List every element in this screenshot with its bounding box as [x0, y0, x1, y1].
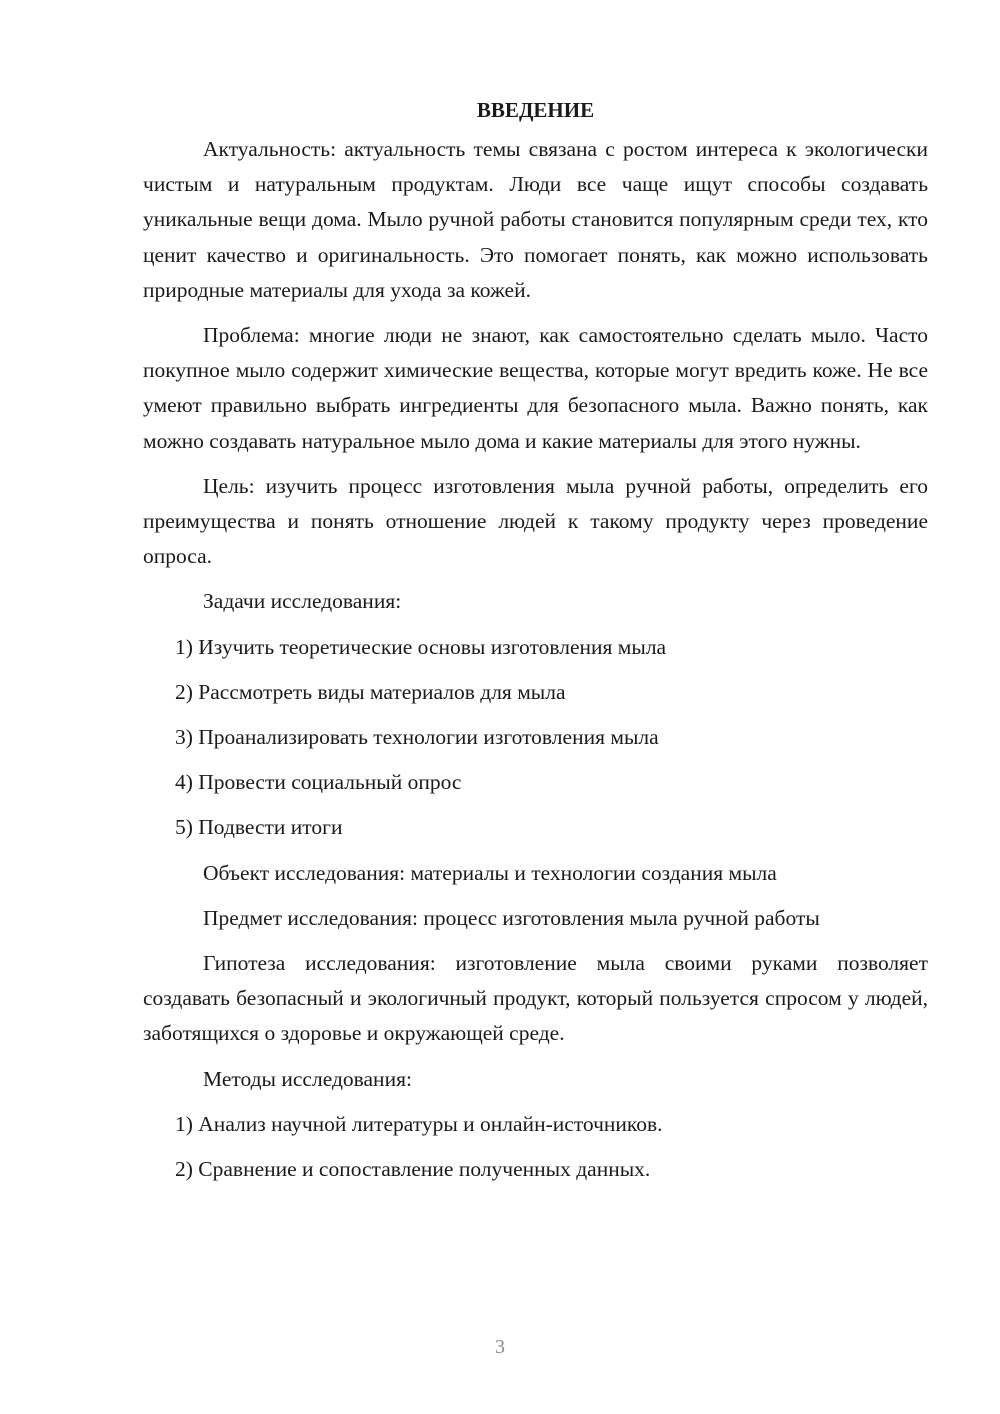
problem-paragraph: Проблема: многие люди не знают, как самостоятельно сделать мыло. Часто покупное мыло содержит химические вещества, которые могут вредить коже. Не все умеют правильно выбрать ингредиенты для безопасного мыла. Важно понять, как можно создавать натуральное мыло дома и какие материалы для этого нужны.	[143, 323, 928, 453]
hypothesis-paragraph: Гипотеза исследования: изготовление мыла своими руками позволяет создавать безопасный и экологичный продукт, который пользуется спросом у людей, заботящихся о здоровье и окружающей среде.	[143, 951, 928, 1046]
method-item: 1) Анализ научной литературы и онлайн-источников.	[175, 1111, 663, 1136]
tasks-heading: Задачи исследования:	[203, 589, 402, 614]
relevance-paragraph: Актуальность: актуальность темы связана с ростом интереса к экологически чистым и натуральным продуктам. Люди все чаще ищут способы создавать уникальные вещи дома. Мыло ручной работы становится популярным среди тех, кто ценит качество и оригинальность. Это помогает понять, как можно использовать природные материалы для ухода за кожей.	[143, 137, 928, 302]
page-title: ВВЕДЕНИЕ	[476, 98, 595, 122]
task-item: 5) Подвести итоги	[175, 815, 343, 840]
document-page	[143, 92, 928, 1197]
object-line: Объект исследования: материалы и технологии создания мыла	[203, 860, 777, 885]
task-item: 3) Проанализировать технологии изготовления мыла	[175, 725, 659, 750]
page-number: 3	[495, 1336, 505, 1358]
task-item: 1) Изучить теоретические основы изготовления мыла	[175, 634, 667, 659]
method-item: 2) Сравнение и сопоставление полученных данных.	[175, 1157, 651, 1182]
subject-line: Предмет исследования: процесс изготовления мыла ручной работы	[203, 905, 820, 930]
task-item: 2) Рассмотреть виды материалов для мыла	[175, 679, 566, 704]
goal-paragraph: Цель: изучить процесс изготовления мыла ручной работы, определить его преимущества и понять отношение людей к такому продукту через проведение опроса.	[143, 473, 928, 569]
methods-heading: Методы исследования:	[203, 1066, 412, 1091]
task-item: 4) Провести социальный опрос	[175, 770, 462, 795]
